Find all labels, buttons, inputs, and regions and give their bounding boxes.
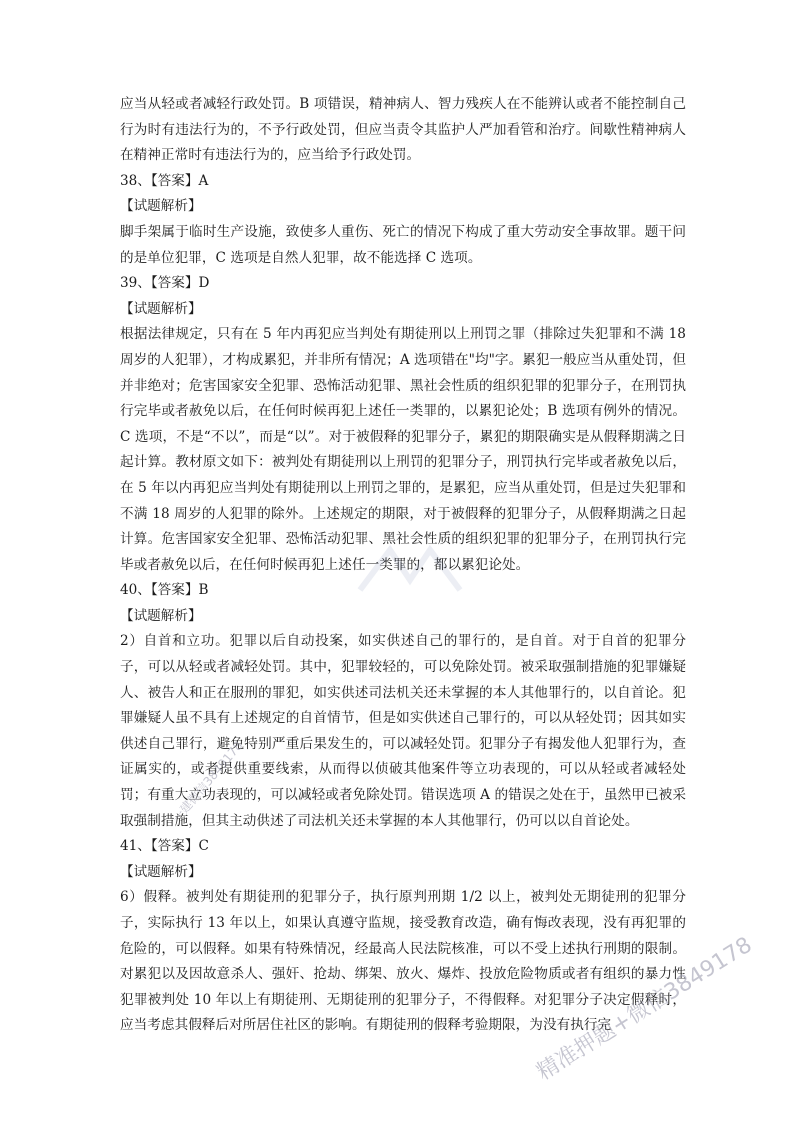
- document-body: [120, 92, 686, 1039]
- answer-41: 41、【答案】C: [120, 838, 209, 855]
- analysis-38: 脚手架属于临时生产设施，致使多人重伤、死亡的情况下构成了重大劳动安全事故罪。题干问的是单位犯罪，C 选项是自然人犯罪，故不能选择 C 选项。: [120, 223, 686, 266]
- paragraph-37-tail: 应当从轻或者减轻行政处罚。B 项错误，精神病人、智力残疾人在不能辨认或者不能控制自己行为时有违法行为的，不予行政处罚，但应当责令其监护人严加看管和治疗。间歇性精神病人在精神正常时有违法行为的，应当给予行政处罚。: [120, 96, 686, 164]
- watermark-large: 精准押题+微信3849178: [532, 932, 757, 1086]
- answer-38: 38、【答案】A: [120, 172, 209, 189]
- analysis-heading-39: 【试题解析】: [120, 300, 202, 317]
- answer-39: 39、【答案】D: [120, 275, 210, 292]
- analysis-heading-40: 【试题解析】: [120, 607, 202, 624]
- answer-40: 40、【答案】B: [120, 582, 209, 599]
- analysis-heading-38: 【试题解析】: [120, 198, 202, 215]
- analysis-41: 6）假释。被判处有期徒刑的犯罪分子，执行原判刑期 1/2 以上，被判处无期徒刑的犯罪分子，实际执行 13 年以上，如果认真遵守监规，接受教育改造，确有悔改表现，没有再犯罪的危险的，可以假释。如果有特殊情况，经最高人民法院核准，可以不受上述执行刑期的限制。对累犯以及因故意杀人、强奸、抢劫、绑架、放火、爆炸、投放危险物质或者有组织的暴力性犯罪被判处 10 年以上有期徒刑、无期徒刑的犯罪分子，不得假释。对犯罪分子决定假释时，应当考虑其假释后对所居住社区的影响。有期徒刑的假释考验期限，为没有执行完: [120, 889, 686, 1034]
- watermark-small: 一建微信3849178: [169, 738, 246, 826]
- analysis-40: 2）自首和立功。犯罪以后自动投案，如实供述自己的罪行的，是自首。对于自首的犯罪分子，可以从轻或者减轻处罚。其中，犯罪较轻的，可以免除处罚。被采取强制措施的犯罪嫌疑人、被告人和正在服刑的罪犯，如实供述司法机关还未掌握的本人其他罪行的，以自首论。犯罪嫌疑人虽不具有上述规定的自首情节，但是如实供述自己罪行的，可以从轻处罚；因其如实供述自己罪行，避免特别严重后果发生的，可以减轻处罚。犯罪分子有揭发他人犯罪行为，查证属实的，或者提供重要线索，从而得以侦破其他案件等立功表现的，可以从轻或者减轻处罚；有重大立功表现的，可以减轻或者免除处罚。错误选项 A 的错误之处在于，虽然甲已被采取强制措施，但其主动供述了司法机关还未掌握的本人其他罪行，仍可以以自首论处。: [120, 633, 686, 829]
- analysis-39: 根据法律规定，只有在 5 年内再犯应当判处有期徒刑以上刑罚之罪（排除过失犯罪和不满 18 周岁的人犯罪），才构成累犯，并非所有情况；A 选项错在"均"字。累犯一般应当从重处罚，但并非绝对；危害国家安全犯罪、恐怖活动犯罪、黑社会性质的组织犯罪的犯罪分子，在刑罚执行完毕或者赦免以后，在任何时候再犯上述任一类罪的，以累犯论处；B 选项有例外的情况。C 选项，不是“不以”，而是“以”。对于被假释的犯罪分子，累犯的期限确实是从假释期满之日起计算。教材原文如下：被判处有期徒刑以上刑罚的犯罪分子，刑罚执行完毕或者赦免以后，在 5 年以内再犯应当判处有期徒刑以上刑罚之罪的，是累犯，应当从重处罚，但是过失犯罪和不满 18 周岁的人犯罪的除外。上述规定的期限，对于被假释的犯罪分子，从假释期满之日起计算。危害国家安全犯罪、恐怖活动犯罪、黑社会性质的组织犯罪的犯罪分子，在刑罚执行完毕或者赦免以后，在任何时候再犯上述任一类罪的，都以累犯论处。: [120, 326, 686, 573]
- analysis-heading-41: 【试题解析】: [120, 863, 202, 880]
